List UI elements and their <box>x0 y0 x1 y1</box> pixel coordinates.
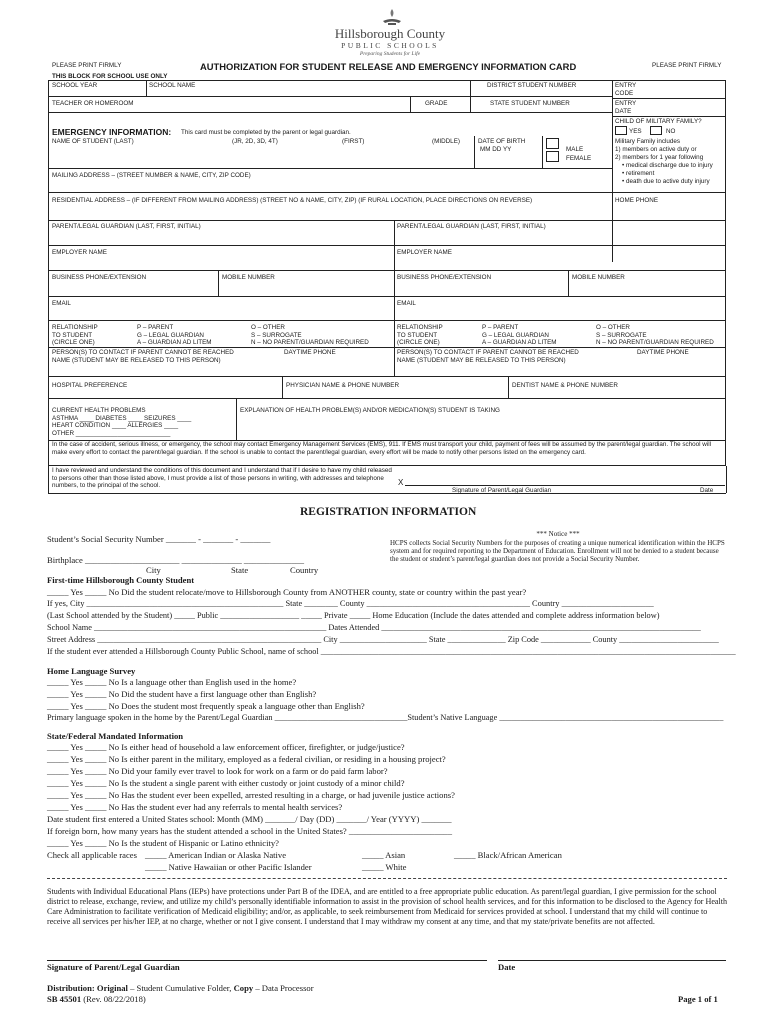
form-title: AUTHORIZATION FOR STUDENT RELEASE AND EMERGENCY INFORMATION CARD <box>200 61 577 72</box>
signature-x: X <box>398 478 404 487</box>
employer-2-label: EMPLOYER NAME <box>397 249 452 256</box>
race-native-hawaiian[interactable]: _____ Native Hawaiian or other Pacific Islander <box>145 862 312 872</box>
mobile-1-label: MOBILE NUMBER <box>222 274 275 281</box>
grade-label: GRADE <box>425 100 448 107</box>
military-yes-label: YES <box>629 128 642 135</box>
military-bullet-2: • retirement <box>622 170 655 177</box>
state-student-number-label: STATE STUDENT NUMBER <box>490 100 570 107</box>
mandated-heading: State/Federal Mandated Information <box>47 731 184 741</box>
home-phone-label: HOME PHONE <box>615 197 659 204</box>
contact-1-label: PERSON(S) TO CONTACT IF PARENT CANNOT BE REACHED NAME (STUDENT MAY BE RELEASED TO THIS PERSON) <box>52 349 234 364</box>
male-checkbox[interactable] <box>546 138 559 149</box>
race-american-indian[interactable]: _____ American Indian or Alaska Native <box>145 850 287 860</box>
footer-date-label: Date <box>498 962 516 972</box>
hls-question-1[interactable]: _____ Yes _____ No Is a language other than English used in the home? <box>47 677 297 687</box>
business-phone-2-label: BUSINESS PHONE/EXTENSION <box>397 274 492 281</box>
dentist-label: DENTIST NAME & PHONE NUMBER <box>512 382 618 389</box>
iep-consent-statement: Students with Individual Educational Plans (IEPs) have protections under Part B of the IDEA, and are entitled to a free appropriate public education. As parent/legal guardian, I give permission for the school district to release, exchange, review, and utilize my child’s personally identifiable information to assist in the provision of school health services, and for this information to be disclosed to the Agency for Health Care Administration to facilitate verification of Medicaid eligibility; and/or, as applicable, to seek reimbursement from Medicaid for services provided at school. I understand that my child will continue to receive all services per his/her IEP, at no charge, whether or not I give consent. I understand that I may withdraw my consent at any time, and that my state/private benefits are not affected. <box>47 887 728 927</box>
business-phone-1-label: BUSINESS PHONE/EXTENSION <box>52 274 147 281</box>
residential-address-label: RESIDENTIAL ADDRESS – (IF DIFFERENT FROM MAILING ADDRESS) (STREET NO & NAME, CITY, ZIP) (IF RURAL LOCATION, PLACE DIRECTIONS ON REVERSE) <box>52 197 533 204</box>
race-white[interactable]: _____ White <box>362 862 407 872</box>
student-first-label: (FIRST) <box>342 138 365 145</box>
military-includes: Military Family includes <box>615 138 681 145</box>
first-time-street[interactable]: Street Address ______________________________________________________ City _____________________ State ______________ Zip Code ____________ County ________________________ <box>47 635 719 644</box>
form-number: SB 45501 (Rev. 08/22/2018) <box>47 994 146 1004</box>
school-use-label: THIS BLOCK FOR SCHOOL USE ONLY <box>52 73 168 80</box>
hls-question-2[interactable]: _____ Yes _____ No Did the student have a first language other than English? <box>47 689 317 699</box>
relationship-1-label: RELATIONSHIP TO STUDENT (CIRCLE ONE) <box>52 324 98 347</box>
first-time-location[interactable]: If yes, City _______________________________________________ State ________ County _______________________________________ Country ______________________ <box>47 599 654 608</box>
birthplace-city-label: City <box>146 565 161 575</box>
review-statement: I have reviewed and understand the conditions of this document and I understand that if I desire to have my child released to persons other than those listed above, I must provide a list of those persons in writing, with addresses and telephone numbers, to the principal of the school. <box>52 467 392 490</box>
dashed-divider <box>47 878 727 879</box>
parent-1-label: PARENT/LEGAL GUARDIAN (LAST, FIRST, INITIAL) <box>52 223 201 230</box>
relationship-1-options-b: O – OTHER S – SURROGATE N – NO PARENT/GUARDIAN REQUIRED <box>251 324 369 347</box>
home-language-heading: Home Language Survey <box>47 666 136 676</box>
first-time-heading: First-time Hillsborough County Student <box>47 575 195 585</box>
signature-label: Signature of Parent/Legal Guardian <box>452 487 552 494</box>
signature-date-label: Date <box>700 487 714 494</box>
hls-primary-language[interactable]: Primary language spoken in the home by the Parent/Legal Guardian ________________________________Student’s Native Language ______________________________________________________ <box>47 713 724 722</box>
military-bullet-1: • medical discharge due to injury <box>622 162 713 169</box>
hispanic-question[interactable]: _____ Yes _____ No Is the student of Hispanic or Latino ethnicity? <box>47 838 280 848</box>
races-label: Check all applicable races <box>47 850 137 860</box>
ssn-notice: *** Notice *** HCPS collects Social Security Numbers for the purposes of creating a unique numerical identification within the HCPS system and for required reporting to the Department of Education. Enrollment will not be denied to a student because the student or student’s parent/legal guardian does not provide a Social Security Number. <box>390 530 725 564</box>
ssn-field[interactable]: Student’s Social Security Number _______ - _______ - _______ <box>47 534 271 544</box>
dob-format: MM DD YY <box>480 146 512 153</box>
hls-question-3[interactable]: _____ Yes _____ No Does the student most frequently speak a language other than English? <box>47 701 365 711</box>
mandated-q2[interactable]: _____ Yes _____ No Is either parent in the military, employed as a federal civilian, or residing in a housing project? <box>47 754 446 764</box>
military-no-checkbox[interactable] <box>650 126 662 135</box>
first-time-last-school[interactable]: (Last School attended by the Student) _____ Public ___________________ _____ Private _____ Home Education (Include the dates attended and complete address information below) <box>47 611 660 620</box>
lamp-of-learning-icon <box>380 8 404 26</box>
logo-name: Hillsborough County <box>334 26 446 41</box>
us-school-entry-date[interactable]: Date student first entered a United States school: Month (MM) _______/ Day (DD) _______/ Year (YYYY) _______ <box>47 814 452 824</box>
female-checkbox[interactable] <box>546 151 559 162</box>
relationship-2-options-b: O – OTHER S – SURROGATE N – NO PARENT/GUARDIAN REQUIRED <box>596 324 714 347</box>
mandated-q3[interactable]: _____ Yes _____ No Did your family ever travel to look for work on a farm or do paid farm labor? <box>47 766 388 776</box>
military-yes-checkbox[interactable] <box>615 126 627 135</box>
birthplace-state-label: State <box>231 565 249 575</box>
mandated-q1[interactable]: _____ Yes _____ No Is either head of household a law enforcement officer, firefighter, or judge/justice? <box>47 742 405 752</box>
emergency-note: This card must be completed by the parent or legal guardian. <box>181 129 351 136</box>
female-label: FEMALE <box>566 155 592 162</box>
parent-2-label: PARENT/LEGAL GUARDIAN (LAST, FIRST, INITIAL) <box>397 223 546 230</box>
employer-1-label: EMPLOYER NAME <box>52 249 107 256</box>
email-2-label: EMAIL <box>397 300 416 307</box>
mailing-address-label: MAILING ADDRESS – (STREET NUMBER & NAME, CITY, ZIP CODE) <box>52 172 251 179</box>
page-number: Page 1 of 1 <box>678 994 718 1004</box>
print-firmly-right: PLEASE PRINT FIRMLY <box>652 62 722 69</box>
relationship-1-options-a: P – PARENT G – LEGAL GUARDIAN A – GUARDIAN AD LITEM <box>137 324 212 347</box>
print-firmly-left: PLEASE PRINT FIRMLY <box>52 62 122 69</box>
entry-date-label: ENTRY DATE <box>615 100 637 115</box>
birthplace-field[interactable]: Birthplace ______________________ ______________ ______________ <box>47 555 305 565</box>
logo-line2: PUBLIC SCHOOLS <box>341 41 439 50</box>
relationship-2-options-a: P – PARENT G – LEGAL GUARDIAN A – GUARDIAN AD LITEM <box>482 324 557 347</box>
mandated-q4[interactable]: _____ Yes _____ No Is the student a single parent with either custody or joint custody of a minor child? <box>47 778 405 788</box>
mobile-2-label: MOBILE NUMBER <box>572 274 625 281</box>
student-last-label: NAME OF STUDENT (LAST) <box>52 138 134 145</box>
mandated-q6[interactable]: _____ Yes _____ No Has the student ever had any referrals to mental health services? <box>47 802 343 812</box>
relationship-2-label: RELATIONSHIP TO STUDENT (CIRCLE ONE) <box>397 324 443 347</box>
military-rule-1: 1) members on active duty or <box>615 146 697 153</box>
male-label: MALE <box>566 146 584 153</box>
school-name-label: SCHOOL NAME <box>149 82 196 89</box>
contact-2-label: PERSON(S) TO CONTACT IF PARENT CANNOT BE REACHED NAME (STUDENT MAY BE RELEASED TO THIS PERSON) <box>397 349 579 364</box>
daytime-phone-2-label: DAYTIME PHONE <box>637 349 689 356</box>
logo-tagline: Preparing Students for Life <box>359 51 421 57</box>
birthplace-country-label: Country <box>290 565 319 575</box>
distribution-line: Distribution: Original – Student Cumulative Folder, Copy – Data Processor <box>47 983 314 993</box>
email-1-label: EMAIL <box>52 300 71 307</box>
student-suffix-label: (JR, 2D, 3D, 4T) <box>232 138 278 145</box>
health-explanation-label: EXPLANATION OF HEALTH PROBLEM(S) AND/OR MEDICATION(S) STUDENT IS TAKING <box>240 407 500 414</box>
military-no-label: NO <box>666 128 676 135</box>
first-time-hcps-school[interactable]: If the student ever attended a Hillsborough County Public School, name of school ____________________________________________________________________________________________________ <box>47 647 736 656</box>
hospital-label: HOSPITAL PREFERENCE <box>52 382 128 389</box>
entry-code-label: ENTRY CODE <box>615 82 637 97</box>
race-black[interactable]: _____ Black/African American <box>454 850 562 860</box>
district-logo <box>330 8 450 64</box>
student-middle-label: (MIDDLE) <box>432 138 460 145</box>
dob-label: DATE OF BIRTH <box>478 138 526 145</box>
health-problems-label: CURRENT HEALTH PROBLEMS ASTHMA ____ DIABETES ____ SEIZURES ____ HEART CONDITION ____ ALLERGIES ____ OTHER ___________________________ <box>52 407 192 438</box>
military-rule-2: 2) members for 1 year following <box>615 154 704 161</box>
emergency-heading: EMERGENCY INFORMATION: <box>52 127 172 137</box>
district-student-number-label: DISTRICT STUDENT NUMBER <box>487 82 577 89</box>
physician-label: PHYSICIAN NAME & PHONE NUMBER <box>286 382 400 389</box>
daytime-phone-1-label: DAYTIME PHONE <box>284 349 336 356</box>
registration-title: REGISTRATION INFORMATION <box>300 506 477 518</box>
school-year-label: SCHOOL YEAR <box>52 82 98 89</box>
military-family-question: CHILD OF MILITARY FAMILY? <box>615 118 702 125</box>
teacher-label: TEACHER OR HOMEROOM <box>52 100 134 107</box>
race-asian[interactable]: _____ Asian <box>362 850 406 860</box>
footer-signature-label: Signature of Parent/Legal Guardian <box>47 962 180 972</box>
foreign-born-years[interactable]: If foreign born, how many years has the student attended a school in the United States? ________________________ <box>47 826 453 836</box>
first-time-school-name[interactable]: School Name ________________________________________________________ Dates Attended _____________________________________________________________________________ <box>47 623 701 632</box>
first-time-relocate[interactable]: _____ Yes _____ No Did the student relocate/move to Hillsborough County from ANOTHER county, state or country within the past year? <box>47 587 527 597</box>
accident-statement: In the case of accident, serious illness, or emergency, the school may contact Emergency Management Services (EMS), 911. If EMS must transport your child, payment of fees will be assumed by the parent/legal guardian. The school will make every effort to contact the parent/legal guardian. If the school is unable to contact the parent/legal guardian, every effort will be made to notify other persons listed on the emergency card. <box>52 441 712 456</box>
mandated-q5[interactable]: _____ Yes _____ No Has the student ever been expelled, arrested resulting in a charge, or had juvenile justice actions? <box>47 790 455 800</box>
military-bullet-3: • death due to active duty injury <box>622 178 710 185</box>
